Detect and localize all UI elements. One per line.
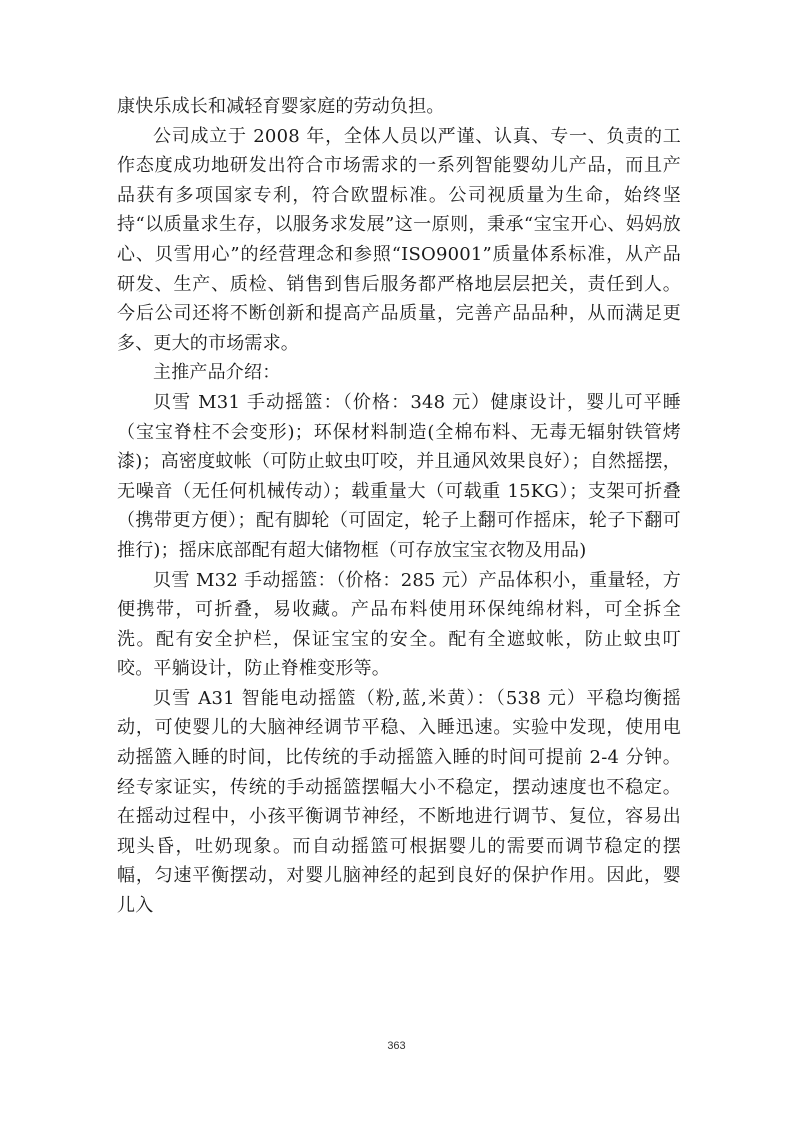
paragraph-company-intro: 公司成立于 2008 年，全体人员以严谨、认真、专一、负责的工作态度成功地研发出符合市场需求的一系列智能婴幼儿产品，而且产品获有多项国家专利，符合欧盟标准。公司视质量为生命，始终坚持“以质量求生存，以服务求发展”这一原则，秉承“宝宝开心、妈妈放心、贝雪用心”的经营理念和参照“ISO9001”质量体系标准，从产品研发、生产、质检、销售到售后服务都严格地层层把关，责任到人。今后公司还将不断创新和提高产品质量，完善产品品种，从而满足更多、更大的市场需求。 — [117, 125, 681, 354]
document-body — [117, 92, 681, 921]
paragraph-products-heading: 主推产品介绍： — [153, 362, 281, 384]
paragraph-product-m32: 贝雪 M32 手动摇篮：（价格：285 元）产品体积小，重量轻，方便携带，可折叠，易收藏。产品布料使用环保纯绵材料，可全拆全洗。配有安全护栏，保证宝宝的安全。配有全遮蚊帐，防止蚊虫叮咬。平躺设计，防止脊椎变形等。 — [117, 569, 681, 680]
page-number: 363 — [387, 1040, 406, 1052]
paragraph-product-a31: 贝雪 A31 智能电动摇篮（粉,蓝,米黄）：（538 元）平稳均衡摇动，可使婴儿的大脑神经调节平稳、入睡迅速。实验中发现，使用电动摇篮入睡的时间，比传统的手动摇篮入睡的时间可提前 2-4 分钟。经专家证实，传统的手动摇篮摆幅大小不稳定，摆动速度也不稳定。在摇动过程中，小孩平衡调节神经，不断地进行调节、复位，容易出现头昏，吐奶现象。而自动摇篮可根据婴儿的需要而调节稳定的摆幅，匀速平衡摆动，对婴儿脑神经的起到良好的保护作用。因此，婴儿入 — [117, 687, 681, 917]
paragraph-product-m31: 贝雪 M31 手动摇篮：（价格：348 元）健康设计，婴儿可平睡（宝宝脊柱不会变形)；环保材料制造(全棉布料、无毒无辐射铁管烤漆)；高密度蚊帐（可防止蚊虫叮咬，并且通风效果良好）；自然摇摆，无噪音（无任何机械传动）；载重量大（可载重 15KG）；支架可折叠（携带更方便）；配有脚轮（可固定，轮子上翻可作摇床，轮子下翻可推行)；摇床底部配有超大储物框（可存放宝宝衣物及用品) — [117, 391, 681, 561]
paragraph-continuation: 康快乐成长和减轻育婴家庭的劳动负担。 — [117, 96, 445, 117]
